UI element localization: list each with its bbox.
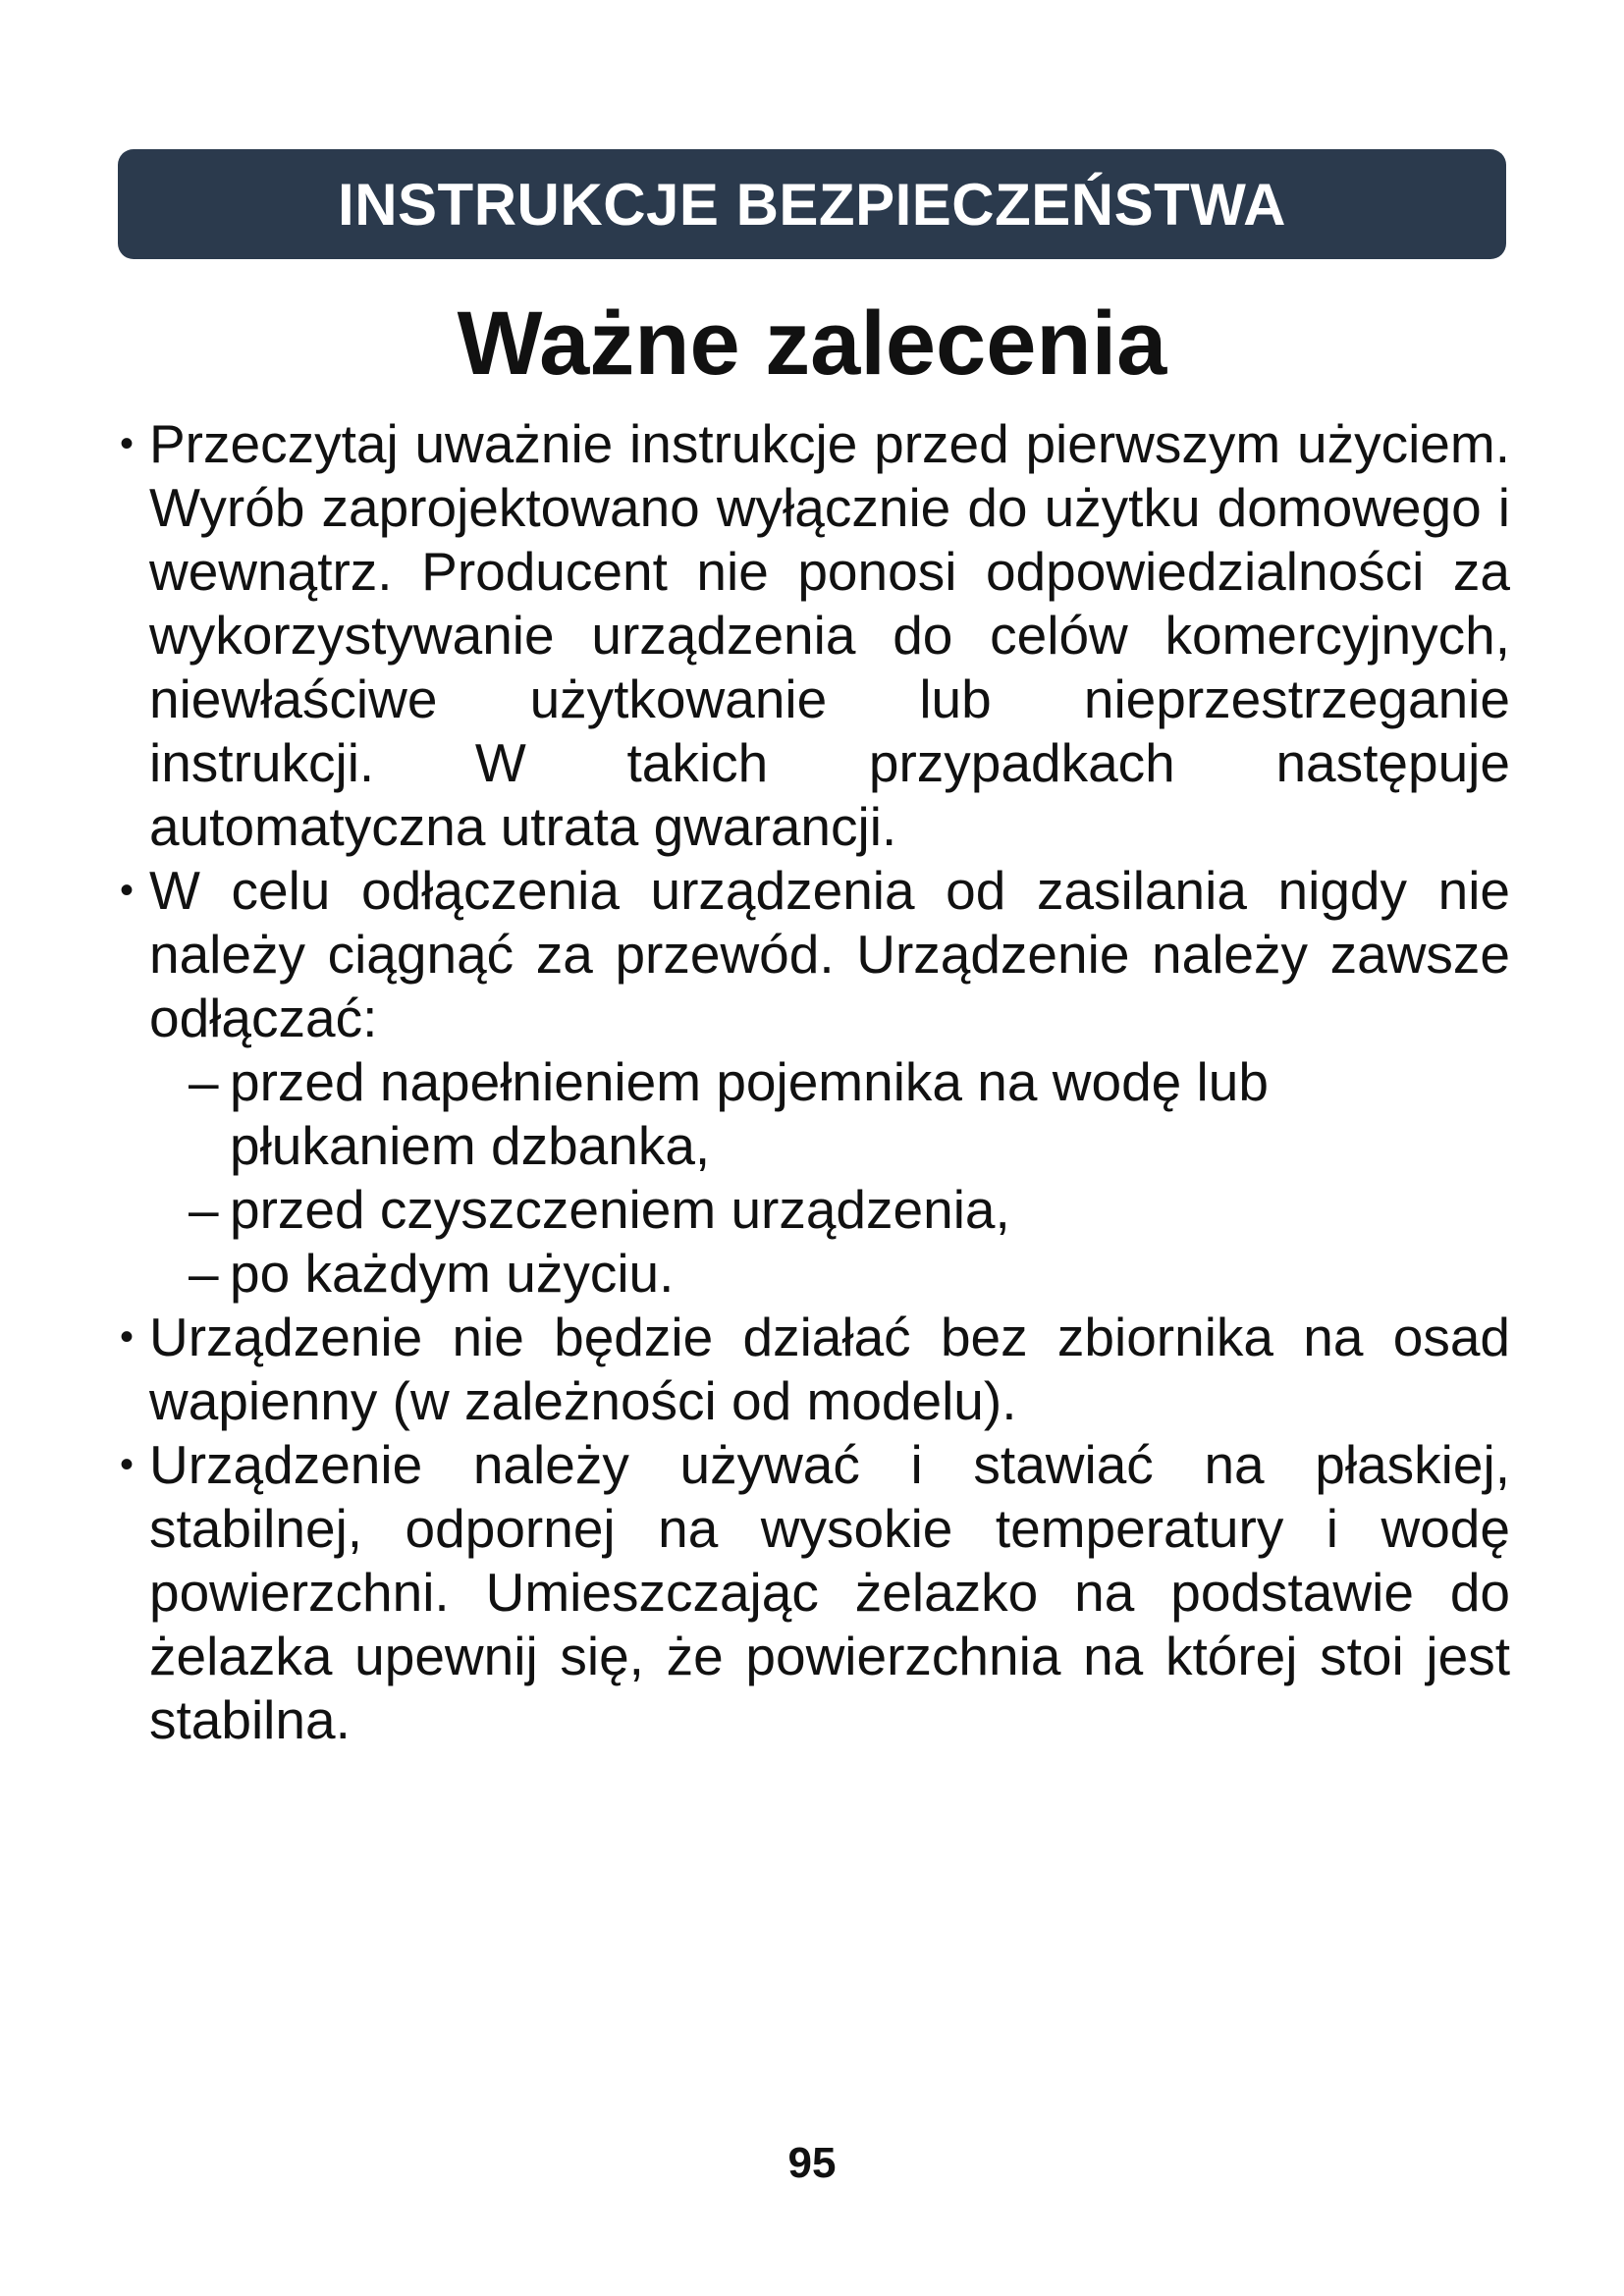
sub-list-item — [116, 1242, 1510, 1306]
list-item-text: Przeczytaj uważnie instrukcje przed pierwszym użyciem. Wyrób zaprojektowano wyłącznie do użytku domowego i wewnątrz. Producent nie ponosi odpowiedzialności za wykorzystywanie urządzenia do celów komercyjnych, niewłaściwe użytkowanie lub nieprzestrzeganie instrukcji. W takich przypadkach następuje automatyczna utrata gwarancji. — [149, 413, 1510, 857]
page-number: 95 — [787, 2139, 837, 2187]
list-item-text: Urządzenie nie będzie działać bez zbiornika na osad wapienny (w zależności od modelu). — [149, 1307, 1510, 1431]
bullet-icon: • — [120, 422, 135, 465]
sub-list-item-text: przed napełnieniem pojemnika na wodę lub płukaniem dzbanka, — [230, 1051, 1269, 1176]
dash-icon: – — [189, 1051, 219, 1112]
list-item-text: Urządzenie należy używać i stawiać na płaskiej, stabilnej, odpornej na wysokie temperatury i wodę powierzchni. Umieszczając żelazko na podstawie do żelazka upewnij się, że powierzchnia na której stoi jest stabilna. — [149, 1434, 1510, 1750]
sub-list-item-text: przed czyszczeniem urządzenia, — [230, 1179, 1010, 1240]
bullet-icon: • — [120, 1443, 135, 1486]
bullet-icon: • — [120, 1315, 135, 1359]
list-item — [116, 1306, 1510, 1433]
sub-list-item — [116, 1178, 1510, 1242]
dash-icon: – — [189, 1243, 219, 1304]
list-item — [116, 1433, 1510, 1752]
list-item — [116, 412, 1510, 859]
instructions-list — [116, 412, 1510, 1752]
dash-icon: – — [189, 1179, 219, 1240]
bullet-icon: • — [120, 869, 135, 912]
list-item — [116, 859, 1510, 1050]
sub-list — [116, 1050, 1510, 1306]
section-header-title: INSTRUKCJE BEZPIECZEŃSTWA — [338, 171, 1286, 238]
page-title: Ważne zalecenia — [457, 294, 1167, 394]
sub-list-item — [116, 1050, 1510, 1178]
list-item-text: W celu odłączenia urządzenia od zasilania nigdy nie należy ciągnąć za przewód. Urządzenie należy zawsze odłączać: — [149, 860, 1510, 1048]
section-header-bar — [118, 149, 1506, 259]
sub-list-item-text: po każdym użyciu. — [230, 1243, 675, 1304]
